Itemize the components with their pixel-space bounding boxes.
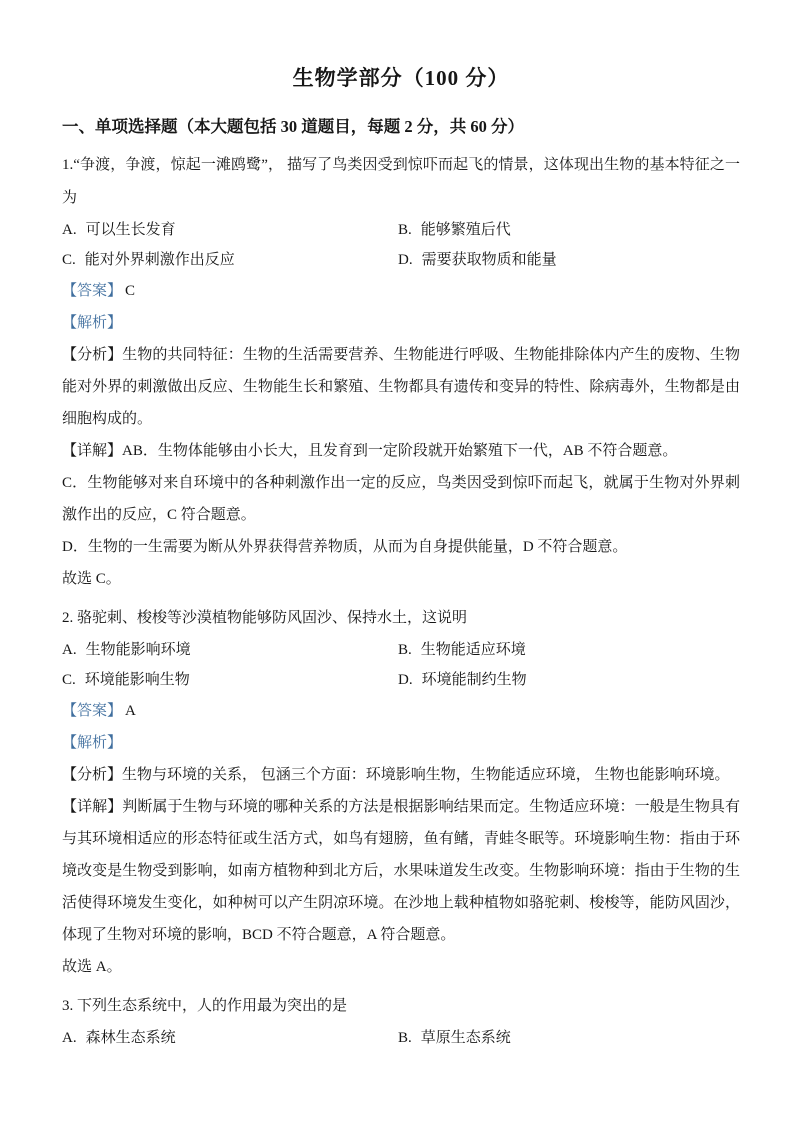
question-1-paragraph-option-c: C．生物能够对来自环境中的各种刺激作出一定的反应，鸟类因受到惊吓而起飞，就属于生物对外界刺激作出的反应，C 符合题意。 — [62, 475, 740, 523]
option-b-text: 能够繁殖后代 — [420, 222, 511, 238]
option-d-text: 需要获取物质和能量 — [421, 252, 557, 268]
option-d — [398, 245, 740, 275]
option-a-label: A. — [62, 222, 77, 238]
option-d — [398, 665, 740, 695]
option-a-text: 森林生态系统 — [85, 1030, 176, 1046]
option-c — [62, 665, 398, 695]
question-3-stem: 3. 下列生态系统中，人的作用最为突出的是 — [62, 998, 348, 1014]
answer-value: A — [125, 703, 136, 719]
question-1-conclusion: 故选 C。 — [62, 571, 121, 587]
question-2-paragraph-xiangjie: 【详解】判断属于生物与环境的哪种关系的方法是根据影响结果而定。生物适应环境：一般是生物具有与其环境相适应的形态特征或生活方式，如鸟有翅膀，鱼有鳍，青蛙冬眠等。环境影响生物：指由于环境改变是生物受到影响，如南方植物种到北方后，水果味道发生改变。生物影响环境：指由于生物的生活使得环境发生变化，如种树可以产生阴凉环境。在沙地上载种植物如骆驼刺、梭梭等，能防风固沙，体现了生物对环境的影响，BCD 不符合题意，A 符合题意。 — [62, 799, 740, 943]
option-a-text: 生物能影响环境 — [85, 642, 191, 658]
option-d-label: D. — [398, 252, 413, 268]
option-c-text: 能对外界刺激作出反应 — [84, 252, 235, 268]
option-b-text: 草原生态系统 — [420, 1030, 511, 1046]
answer-tag: 【答案】 — [62, 703, 123, 719]
option-b-label: B. — [398, 1030, 412, 1046]
analysis-tag: 【解析】 — [62, 315, 123, 331]
question-2-stem: 2. 骆驼刺、梭梭等沙漠植物能够防风固沙、保持水土，这说明 — [62, 610, 468, 626]
question-3 — [62, 990, 740, 1053]
analysis-tag: 【解析】 — [62, 735, 123, 751]
option-a-label: A. — [62, 642, 77, 658]
option-b — [398, 1023, 740, 1053]
option-b — [398, 635, 740, 665]
option-a-text: 可以生长发育 — [85, 222, 176, 238]
option-c — [62, 245, 398, 275]
option-b — [398, 215, 740, 245]
question-1-analysis-line — [62, 307, 740, 339]
option-a — [62, 1023, 398, 1053]
question-3-options — [62, 1023, 740, 1053]
question-1-paragraph-option-d: D．生物的一生需要为断从外界获得营养物质，从而为自身提供能量，D 不符合题意。 — [62, 539, 628, 555]
option-b-label: B. — [398, 642, 412, 658]
question-2-analysis-line — [62, 727, 740, 759]
question-1-answer-line — [62, 275, 740, 307]
question-2-conclusion: 故选 A。 — [62, 959, 122, 975]
question-2-answer-line — [62, 695, 740, 727]
answer-tag: 【答案】 — [62, 283, 123, 299]
option-a — [62, 635, 398, 665]
option-b-text: 生物能适应环境 — [420, 642, 526, 658]
section-heading: 一、单项选择题（本大题包括 30 道题目，每题 2 分，共 60 分） — [62, 117, 524, 136]
answer-value: C — [125, 283, 136, 299]
document-title: 生物学部分（100 分） — [292, 66, 510, 90]
question-1-stem: 1.“争渡，争渡，惊起一滩鸥鹭”， 描写了鸟类因受到惊吓而起飞的情景，这体现出生物的基本特征之一为 — [62, 157, 740, 206]
question-1-paragraph-fenxi: 【分析】生物的共同特征：生物的生活需要营养、生物能进行呼吸、生物能排除体内产生的废物、生物能对外界的刺激做出反应、生物能生长和繁殖、生物都具有遗传和变异的特性、除病毒外，生物都是由细胞构成的。 — [62, 347, 740, 427]
option-c-label: C. — [62, 672, 76, 688]
option-d-label: D. — [398, 672, 413, 688]
question-2-paragraph-fenxi: 【分析】生物与环境的关系， 包涵三个方面：环境影响生物，生物能适应环境， 生物也能影响环境。 — [62, 767, 730, 783]
question-1-options — [62, 215, 740, 275]
option-a — [62, 215, 398, 245]
question-1 — [62, 149, 740, 595]
option-a-label: A. — [62, 1030, 77, 1046]
option-c-text: 环境能影响生物 — [84, 672, 190, 688]
option-d-text: 环境能制约生物 — [421, 672, 527, 688]
option-c-label: C. — [62, 252, 76, 268]
option-b-label: B. — [398, 222, 412, 238]
question-2 — [62, 602, 740, 983]
question-2-options — [62, 635, 740, 695]
question-1-paragraph-xiangjie: 【详解】AB．生物体能够由小长大，且发育到一定阶段就开始繁殖下一代，AB 不符合题意。 — [62, 443, 678, 459]
